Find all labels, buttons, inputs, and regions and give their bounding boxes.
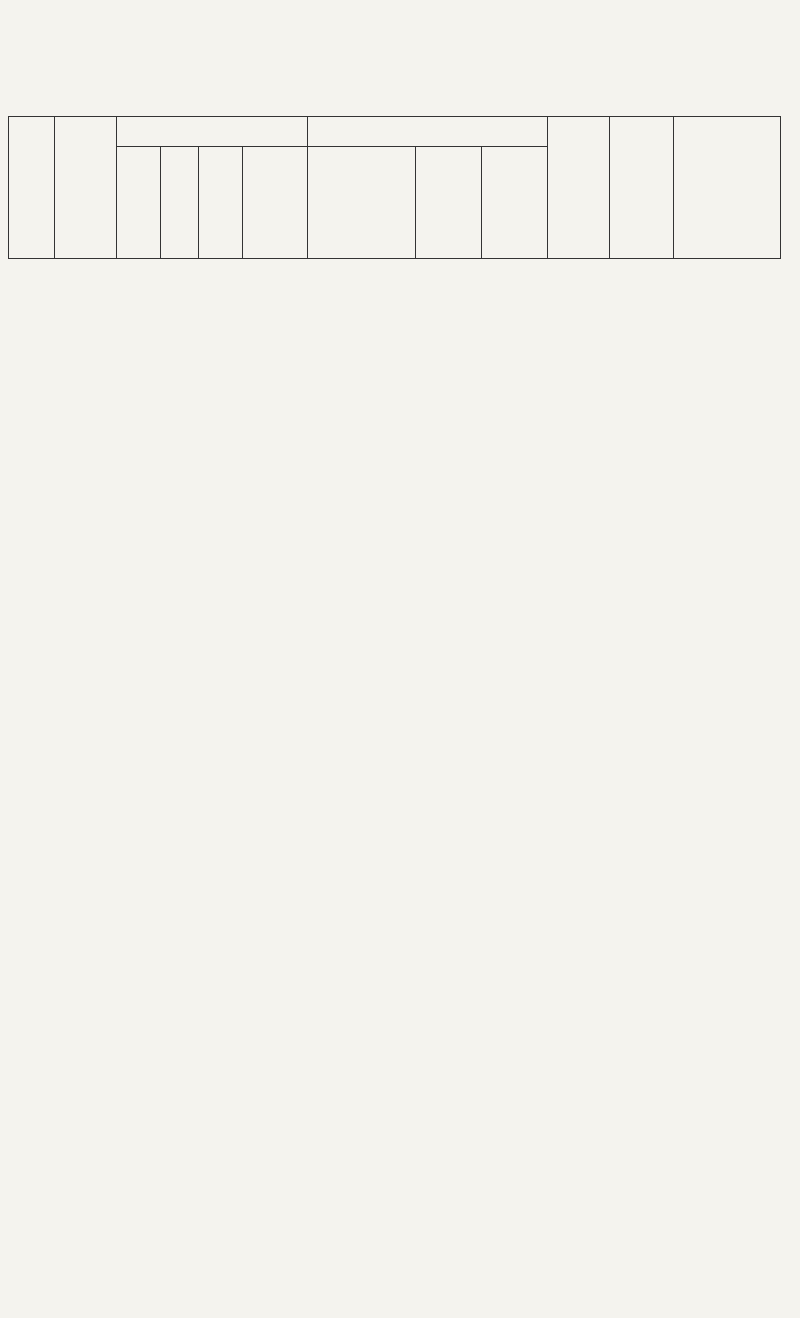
col-limewashed — [548, 117, 610, 259]
col-other — [243, 147, 308, 259]
col-water-group — [308, 117, 548, 147]
col-sanitary — [610, 117, 674, 259]
col-drains — [117, 147, 161, 259]
col-cubic — [9, 117, 55, 259]
col-quantity — [416, 147, 482, 259]
upper-table — [8, 116, 781, 259]
col-filthy — [199, 147, 243, 259]
col-latrines — [161, 147, 199, 259]
col-quality — [482, 147, 548, 259]
col-state — [55, 117, 117, 259]
col-nuisance-group — [117, 117, 308, 147]
col-remarks — [674, 117, 781, 259]
page-header — [0, 58, 800, 86]
col-whence — [308, 147, 416, 259]
